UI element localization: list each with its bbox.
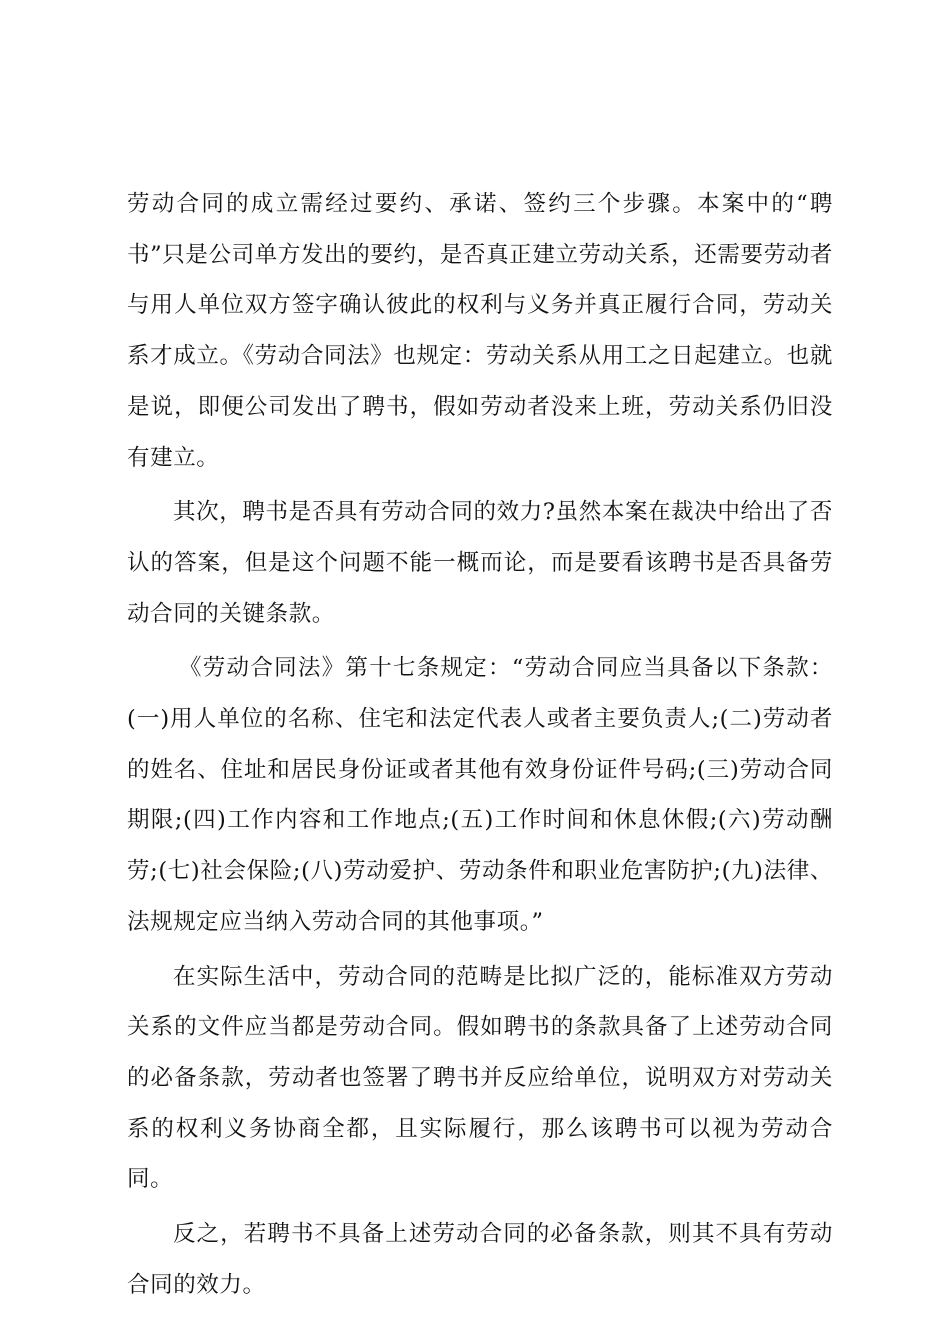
- paragraph-offer-letter-validity: 其次，聘书是否具有劳动合同的效力?虽然本案在裁决中给出了否认的答案，但是这个问题不能一概而论，而是要看该聘书是否具备劳动合同的关键条款。: [127, 499, 833, 627]
- paragraph-conclusion: 反之，若聘书不具备上述劳动合同的必备条款，则其不具有劳动合同的效力。: [127, 1221, 833, 1298]
- paragraph-contract-formation: 劳动合同的成立需经过要约、承诺、签约三个步骤。本案中的“聘书”只是公司单方发出的要约，是否真正建立劳动关系，还需要劳动者与用人单位双方签字确认彼此的权利与义务并真正履行合同，劳动关系才成立。《劳动合同法》也规定：劳动关系从用工之日起建立。也就是说，即便公司发出了聘书，假如劳动者没来上班，劳动关系仍旧没有建立。: [127, 191, 833, 471]
- paragraph-article-seventeen: 《劳动合同法》第十七条规定：“劳动合同应当具备以下条款：(一)用人单位的名称、住宅和法定代表人或者主要负责人;(二)劳动者的姓名、住址和居民身份证或者其他有效身份证件号码;(三)劳动合同期限;(四)工作内容和工作地点;(五)工作时间和休息休假;(六)劳动酬劳;(七)社会保险;(八)劳动爱护、劳动条件和职业危害防护;(九)法律、法规规定应当纳入劳动合同的其他事项。”: [127, 655, 833, 935]
- document-body: [127, 179, 833, 1314]
- paragraph-practical-scope: 在实际生活中，劳动合同的范畴是比拟广泛的，能标准双方劳动关系的文件应当都是劳动合同。假如聘书的条款具备了上述劳动合同的必备条款，劳动者也签署了聘书并反应给单位，说明双方对劳动关系的权利义务协商全都，且实际履行，那么该聘书可以视为劳动合同。: [127, 963, 833, 1193]
